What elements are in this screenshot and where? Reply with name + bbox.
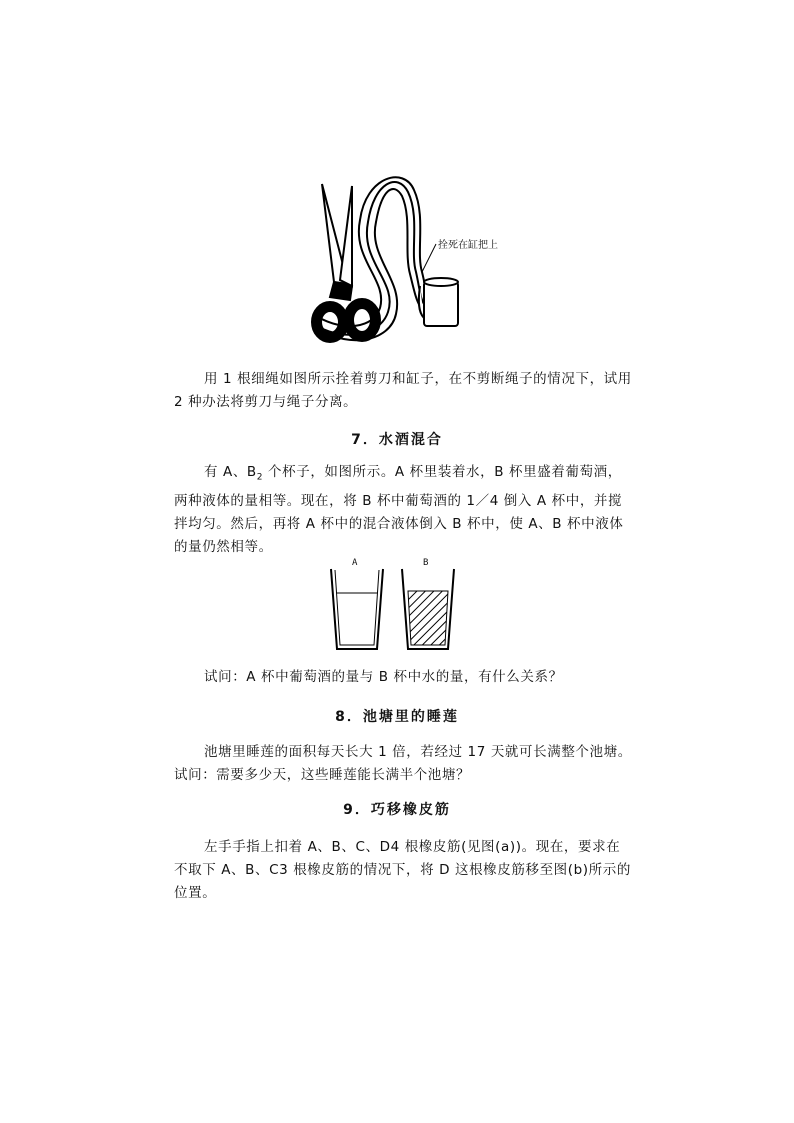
cup-b-label: B — [423, 558, 429, 568]
problem7-text-part1: 有 A、B — [204, 464, 257, 480]
cups-figure — [325, 555, 465, 655]
annotation-pointer — [422, 244, 436, 272]
problem7-question: 试问：A 杯中葡萄酒的量与 B 杯中水的量，有什么关系？ — [204, 669, 563, 685]
problem8-heading: 8．池塘里的睡莲 — [335, 709, 459, 725]
problem7-text-sub: 2 — [256, 472, 264, 483]
problem9-heading: 9．巧移橡皮筋 — [343, 802, 451, 818]
problem9-text: 左手手指上扣着 A、B、C、D4 根橡皮筋(见图(a))。现在，要求在不取下 A、B、C3 根橡皮筋的情况下，将 D 这根橡皮筋移至图(b)所示的位置。 — [174, 839, 631, 901]
problem6-text: 用 1 根细绳如图所示拴着剪刀和缸子，在不剪断绳子的情况下，试用 2 种办法将剪刀与绳子分离。 — [174, 371, 632, 410]
cup-a — [331, 569, 383, 649]
scissors-mug-figure — [300, 172, 520, 357]
problem7-text — [174, 461, 634, 559]
problem7-text-part2: 个杯子，如图所示。A 杯里装着水，B 杯里盛着葡萄酒，两种液体的量相等。现在，将 B 杯中葡萄酒的 1／4 倒入 A 杯中，并搅拌均匀。然后，再将 A 杯中的混合液体倒入 B 杯中，使 A、B 杯中液体的量仍然相等。 — [174, 464, 624, 555]
problem7-heading: 7．水酒混合 — [351, 432, 443, 448]
mug-illustration — [419, 278, 458, 326]
scissors-annotation: 拴死在缸把上 — [438, 240, 498, 251]
problem8-text: 池塘里睡莲的面积每天长大 1 倍，若经过 17 天就可长满整个池塘。试问：需要多少天，这些睡莲能长满半个池塘？ — [174, 744, 632, 783]
cup-b — [402, 569, 454, 649]
cup-a-label: A — [352, 558, 358, 568]
